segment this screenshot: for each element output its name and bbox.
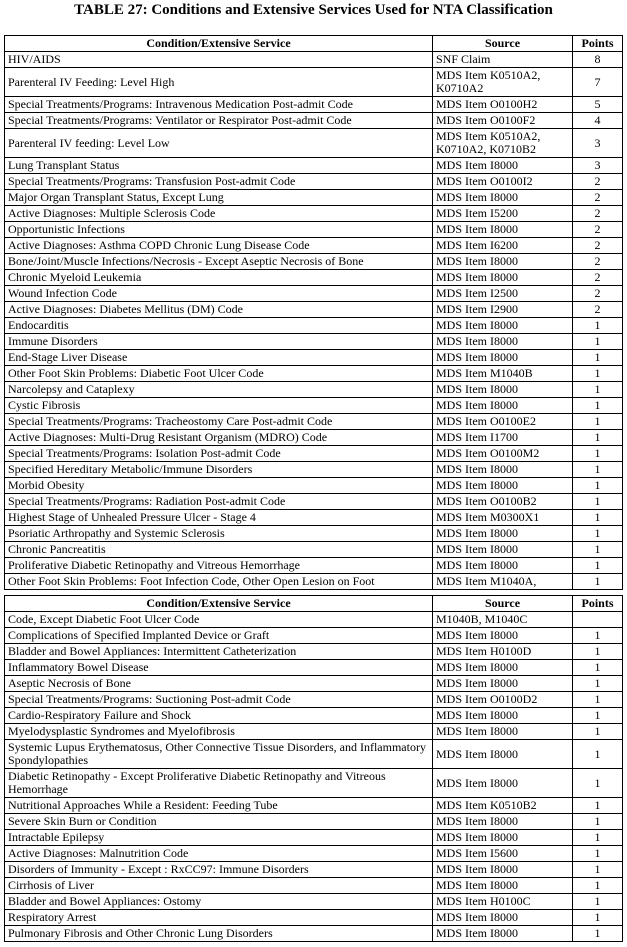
points-cell: 7 [573,68,623,97]
condition-cell: Lung Transplant Status [5,158,433,174]
source-cell: MDS Item I8000 [433,769,573,798]
points-cell: 1 [573,676,623,692]
source-cell: MDS Item I8000 [433,542,573,558]
table-row [5,382,623,398]
source-cell: MDS Item O0100D2 [433,692,573,708]
table-row [5,574,623,590]
source-cell: MDS Item I8000 [433,158,573,174]
points-cell: 1 [573,430,623,446]
condition-cell: Diabetic Retinopathy - Except Proliferative Diabetic Retinopathy and Vitreous Hemorrhage [5,769,433,798]
header-points: Points [573,596,623,612]
table-row [5,462,623,478]
table-row [5,628,623,644]
condition-cell: HIV/AIDS [5,52,433,68]
header-source: Source [433,596,573,612]
points-cell: 1 [573,334,623,350]
condition-cell: Respiratory Arrest [5,910,433,926]
condition-cell: Systemic Lupus Erythematosus, Other Connective Tissue Disorders, and Inflammatory Spondylopathies [5,740,433,769]
points-cell: 1 [573,494,623,510]
points-cell: 1 [573,574,623,590]
source-cell: MDS Item I8000 [433,318,573,334]
condition-cell: Special Treatments/Programs: Radiation Post-admit Code [5,494,433,510]
points-cell: 3 [573,158,623,174]
table-row [5,97,623,113]
points-cell: 1 [573,926,623,942]
condition-cell: Proliferative Diabetic Retinopathy and Vitreous Hemorrhage [5,558,433,574]
condition-cell: Intractable Epilepsy [5,830,433,846]
source-cell: MDS Item I8000 [433,830,573,846]
condition-cell: Morbid Obesity [5,478,433,494]
table-row [5,894,623,910]
source-cell: MDS Item H0100D [433,644,573,660]
points-cell: 1 [573,510,623,526]
source-cell: MDS Item I8000 [433,910,573,926]
condition-cell: Complications of Specified Implanted Device or Graft [5,628,433,644]
condition-cell: Active Diagnoses: Asthma COPD Chronic Lung Disease Code [5,238,433,254]
source-cell: MDS Item I2500 [433,286,573,302]
points-cell: 2 [573,238,623,254]
points-cell: 1 [573,798,623,814]
table-row [5,660,623,676]
source-cell: MDS Item I8000 [433,222,573,238]
condition-cell: Bladder and Bowel Appliances: Ostomy [5,894,433,910]
condition-cell: Parenteral IV Feeding: Level High [5,68,433,97]
header-condition: Condition/Extensive Service [5,596,433,612]
source-cell: MDS Item O0100H2 [433,97,573,113]
table-row [5,724,623,740]
condition-cell: Active Diagnoses: Multiple Sclerosis Code [5,206,433,222]
points-cell: 1 [573,878,623,894]
condition-cell: Nutritional Approaches While a Resident: Feeding Tube [5,798,433,814]
source-cell: MDS Item I8000 [433,676,573,692]
source-cell: MDS Item I8000 [433,862,573,878]
points-cell: 8 [573,52,623,68]
source-cell: MDS Item M1040B [433,366,573,382]
source-cell: MDS Item I8000 [433,724,573,740]
condition-cell: Endocarditis [5,318,433,334]
condition-cell: Special Treatments/Programs: Tracheostomy Care Post-admit Code [5,414,433,430]
header-row [5,36,623,52]
table-row [5,286,623,302]
source-cell: MDS Item O0100I2 [433,174,573,190]
condition-cell: Active Diagnoses: Malnutrition Code [5,846,433,862]
table-row [5,414,623,430]
source-cell: MDS Item I8000 [433,558,573,574]
condition-cell: Cystic Fibrosis [5,398,433,414]
source-cell: MDS Item I8000 [433,628,573,644]
header-row [5,596,623,612]
table-row [5,798,623,814]
source-cell: MDS Item I6200 [433,238,573,254]
source-cell: MDS Item K0510A2, K0710A2, K0710B2 [433,129,573,158]
table-title: TABLE 27: Conditions and Extensive Services Used for NTA Classification [74,2,553,18]
table-row [5,68,623,97]
table-row [5,222,623,238]
table-row [5,302,623,318]
source-cell: MDS Item I8000 [433,190,573,206]
condition-cell: Cirrhosis of Liver [5,878,433,894]
points-cell: 1 [573,478,623,494]
points-cell [573,612,623,628]
source-cell: MDS Item I2900 [433,302,573,318]
points-cell: 1 [573,366,623,382]
table-row [5,526,623,542]
table-row [5,692,623,708]
table-row [5,558,623,574]
points-cell: 1 [573,446,623,462]
table-row [5,769,623,798]
table-row [5,494,623,510]
condition-cell: Special Treatments/Programs: Ventilator or Respirator Post-admit Code [5,113,433,129]
condition-cell: Special Treatments/Programs: Isolation Post-admit Code [5,446,433,462]
points-cell: 1 [573,398,623,414]
source-cell: MDS Item M1040A, [433,574,573,590]
table-row [5,510,623,526]
source-cell: MDS Item I8000 [433,334,573,350]
source-cell: MDS Item I8000 [433,350,573,366]
points-cell: 2 [573,222,623,238]
condition-cell: Severe Skin Burn or Condition [5,814,433,830]
source-cell: MDS Item I8000 [433,526,573,542]
table-row [5,846,623,862]
table-row [5,158,623,174]
source-cell: MDS Item O0100E2 [433,414,573,430]
table-row [5,830,623,846]
points-cell: 1 [573,724,623,740]
source-cell: MDS Item O0100M2 [433,446,573,462]
nta-table-part-2 [4,595,623,942]
table-row [5,708,623,724]
source-cell: MDS Item I8000 [433,462,573,478]
table-row [5,878,623,894]
table-row [5,644,623,660]
table-row [5,254,623,270]
points-cell: 1 [573,558,623,574]
condition-cell: Active Diagnoses: Multi-Drug Resistant Organism (MDRO) Code [5,430,433,446]
source-cell: MDS Item H0100C [433,894,573,910]
source-cell: MDS Item I8000 [433,660,573,676]
condition-cell: Cardio-Respiratory Failure and Shock [5,708,433,724]
points-cell: 1 [573,350,623,366]
condition-cell: Disorders of Immunity - Except : RxCC97: Immune Disorders [5,862,433,878]
condition-cell: Bone/Joint/Muscle Infections/Necrosis - Except Aseptic Necrosis of Bone [5,254,433,270]
points-cell: 1 [573,644,623,660]
header-points: Points [573,36,623,52]
points-cell: 2 [573,190,623,206]
points-cell: 2 [573,254,623,270]
condition-cell: Special Treatments/Programs: Suctioning Post-admit Code [5,692,433,708]
table-row [5,52,623,68]
source-cell: MDS Item I8000 [433,398,573,414]
condition-cell: Myelodysplastic Syndromes and Myelofibrosis [5,724,433,740]
header-source: Source [433,36,573,52]
points-cell: 1 [573,692,623,708]
condition-cell: Other Foot Skin Problems: Foot Infection Code, Other Open Lesion on Foot [5,574,433,590]
condition-cell: Bladder and Bowel Appliances: Intermittent Catheterization [5,644,433,660]
table-row [5,430,623,446]
condition-cell: Psoriatic Arthropathy and Systemic Sclerosis [5,526,433,542]
condition-cell: Other Foot Skin Problems: Diabetic Foot Ulcer Code [5,366,433,382]
source-cell: MDS Item O0100B2 [433,494,573,510]
source-cell: SNF Claim [433,52,573,68]
points-cell: 1 [573,628,623,644]
source-cell: MDS Item K0510B2 [433,798,573,814]
points-cell: 1 [573,862,623,878]
points-cell: 1 [573,814,623,830]
points-cell: 1 [573,846,623,862]
table-row [5,676,623,692]
table-row [5,350,623,366]
points-cell: 3 [573,129,623,158]
header-condition: Condition/Extensive Service [5,36,433,52]
condition-cell: Narcolepsy and Cataplexy [5,382,433,398]
source-cell: MDS Item I5600 [433,846,573,862]
points-cell: 1 [573,769,623,798]
condition-cell: Special Treatments/Programs: Intravenous Medication Post-admit Code [5,97,433,113]
table-row [5,814,623,830]
points-cell: 1 [573,740,623,769]
points-cell: 1 [573,318,623,334]
source-cell: MDS Item I8000 [433,478,573,494]
condition-cell: Highest Stage of Unhealed Pressure Ulcer - Stage 4 [5,510,433,526]
points-cell: 4 [573,113,623,129]
condition-cell: Major Organ Transplant Status, Except Lung [5,190,433,206]
table-row [5,612,623,628]
table-row [5,206,623,222]
table-row [5,478,623,494]
table-row [5,366,623,382]
source-cell: MDS Item I8000 [433,740,573,769]
points-cell: 1 [573,910,623,926]
source-cell: MDS Item I8000 [433,878,573,894]
points-cell: 1 [573,414,623,430]
table-row [5,270,623,286]
source-cell: MDS Item K0510A2, K0710A2 [433,68,573,97]
condition-cell: End-Stage Liver Disease [5,350,433,366]
points-cell: 2 [573,206,623,222]
points-cell: 2 [573,286,623,302]
condition-cell: Immune Disorders [5,334,433,350]
condition-cell: Pulmonary Fibrosis and Other Chronic Lung Disorders [5,926,433,942]
condition-cell: Parenteral IV feeding: Level Low [5,129,433,158]
points-cell: 1 [573,894,623,910]
source-cell: MDS Item O0100F2 [433,113,573,129]
condition-cell: Code, Except Diabetic Foot Ulcer Code [5,612,433,628]
condition-cell: Specified Hereditary Metabolic/Immune Disorders [5,462,433,478]
table-row [5,542,623,558]
condition-cell: Chronic Pancreatitis [5,542,433,558]
table-row [5,910,623,926]
source-cell: MDS Item I8000 [433,254,573,270]
condition-cell: Special Treatments/Programs: Transfusion Post-admit Code [5,174,433,190]
source-cell: M1040B, M1040C [433,612,573,628]
condition-cell: Inflammatory Bowel Disease [5,660,433,676]
source-cell: MDS Item I5200 [433,206,573,222]
source-cell: MDS Item I8000 [433,270,573,286]
condition-cell: Wound Infection Code [5,286,433,302]
table-row [5,862,623,878]
source-cell: MDS Item M0300X1 [433,510,573,526]
condition-cell: Opportunistic Infections [5,222,433,238]
table-row [5,174,623,190]
points-cell: 2 [573,270,623,286]
points-cell: 1 [573,830,623,846]
points-cell: 1 [573,462,623,478]
nta-table-part-1 [4,35,623,590]
table-row [5,334,623,350]
table-row [5,113,623,129]
points-cell: 1 [573,542,623,558]
condition-cell: Chronic Myeloid Leukemia [5,270,433,286]
table-row [5,446,623,462]
table-row [5,190,623,206]
table-row [5,318,623,334]
table-row [5,238,623,254]
source-cell: MDS Item I8000 [433,708,573,724]
points-cell: 1 [573,526,623,542]
table-row [5,398,623,414]
condition-cell: Aseptic Necrosis of Bone [5,676,433,692]
points-cell: 1 [573,708,623,724]
points-cell: 5 [573,97,623,113]
points-cell: 2 [573,302,623,318]
points-cell: 1 [573,660,623,676]
source-cell: MDS Item I8000 [433,926,573,942]
points-cell: 1 [573,382,623,398]
source-cell: MDS Item I8000 [433,382,573,398]
table-row [5,129,623,158]
points-cell: 2 [573,174,623,190]
source-cell: MDS Item I1700 [433,430,573,446]
condition-cell: Active Diagnoses: Diabetes Mellitus (DM) Code [5,302,433,318]
source-cell: MDS Item I8000 [433,814,573,830]
table-row [5,740,623,769]
table-row [5,926,623,942]
